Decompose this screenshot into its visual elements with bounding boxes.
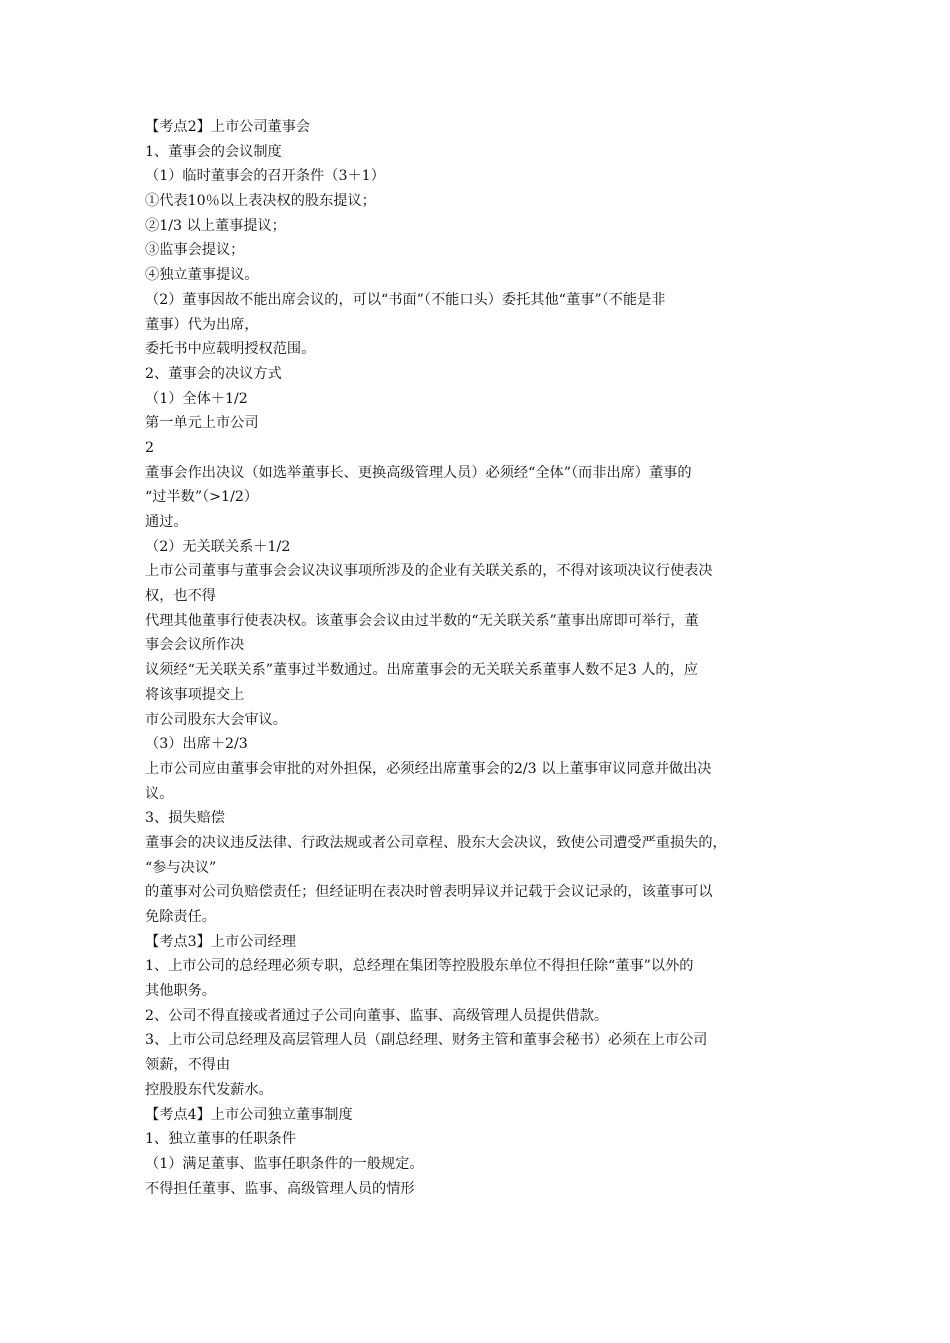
text-line: 1、董事会的会议制度 — [145, 143, 282, 160]
text-line: 1、上市公司的总经理必须专职，总经理在集团等控股股东单位不得担任除“董事”以外的 — [145, 958, 694, 975]
text-line: 领薪，不得由 — [145, 1057, 231, 1074]
section-heading-kaodian3: 【考点3】上市公司经理 — [145, 933, 296, 950]
text-line: 的董事对公司负赔偿责任；但经证明在表决时曾表明异议并记载于会议记录的，该董事可以 — [145, 884, 713, 901]
text-line: 董事会作出决议（如选举董事长、更换高级管理人员）必须经“全体”（而非出席）董事的 — [145, 464, 692, 481]
text-line: ②1/3 以上董事提议； — [145, 217, 286, 234]
text-line: 代理其他董事行使表决权。该董事会会议由过半数的“无关联关系”董事出席即可举行，董 — [145, 612, 699, 629]
text-line: ③监事会提议； — [145, 242, 245, 259]
text-line: （3）出席＋2/3 — [145, 736, 248, 753]
document-page — [145, 115, 813, 1201]
text-line: ①代表10％以上表决权的股东提议； — [145, 193, 376, 210]
text-line: 上市公司董事与董事会会议决议事项所涉及的企业有关联关系的，不得对该项决议行使表决 — [145, 563, 713, 580]
text-line: （1）满足董事、监事任职条件的一般规定。 — [145, 1155, 424, 1172]
text-line: 委托书中应载明授权范围。 — [145, 341, 316, 358]
page-number: 2 — [145, 439, 155, 456]
text-line: （2）董事因故不能出席会议的，可以“书面”（不能口头）委托其他“董事”（不能是非 — [145, 291, 666, 308]
text-line: 议。 — [145, 785, 174, 802]
text-line: （1）全体＋1/2 — [145, 390, 248, 407]
text-line: 董事）代为出席， — [145, 316, 259, 333]
text-line: 其他职务。 — [145, 983, 216, 1000]
text-line: 市公司股东大会审议。 — [145, 711, 287, 728]
section-heading-kaodian2: 【考点2】上市公司董事会 — [145, 119, 311, 135]
text-line: 3、损失赔偿 — [145, 810, 225, 827]
text-line: 2、董事会的决议方式 — [145, 365, 282, 382]
text-line: 控股股东代发薪水。 — [145, 1081, 273, 1098]
text-line: “参与决议” — [145, 859, 217, 876]
text-line: 议须经“无关联关系”董事过半数通过。出席董事会的无关联关系董事人数不足3 人的，应 — [145, 662, 698, 679]
text-line: （1）临时董事会的召开条件（3＋1） — [145, 168, 385, 185]
text-line: 1、独立董事的任职条件 — [145, 1131, 296, 1148]
text-line: （2）无关联关系＋1/2 — [145, 538, 291, 555]
text-line: 上市公司应由董事会审批的对外担保，必须经出席董事会的2/3 以上董事审议同意并做出决 — [145, 760, 712, 777]
section-heading-kaodian4: 【考点4】上市公司独立董事制度 — [145, 1106, 353, 1123]
text-line: 权，也不得 — [145, 588, 216, 605]
text-line: 2、公司不得直接或者通过子公司向董事、监事、高级管理人员提供借款。 — [145, 1007, 609, 1024]
text-line: 事会会议所作决 — [145, 637, 245, 654]
text-line: 不得担任董事、监事、高级管理人员的情形 — [145, 1180, 415, 1197]
text-line: ④独立董事提议。 — [145, 267, 259, 284]
text-line: 董事会的决议违反法律、行政法规或者公司章程、股东大会决议，致使公司遭受严重损失的， — [145, 834, 727, 851]
text-line: 通过。 — [145, 514, 188, 530]
text-line: 免除责任。 — [145, 909, 216, 925]
page-header-text: 第一单元上市公司 — [145, 415, 259, 432]
text-line: 将该事项提交上 — [145, 686, 245, 703]
text-line: “过半数”（>1/2） — [145, 489, 259, 506]
text-line: 3、上市公司总经理及高层管理人员（副总经理、财务主管和董事会秘书）必须在上市公司 — [145, 1032, 708, 1049]
